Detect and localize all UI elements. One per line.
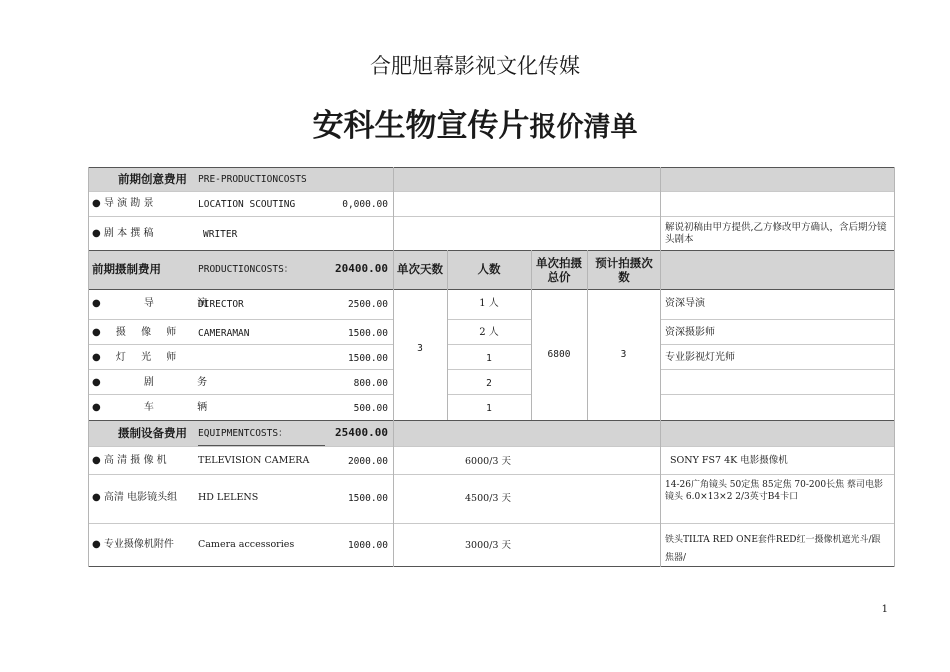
pre-row-1-cn: ● 导 演 勘 景: [92, 198, 154, 209]
production-en: PRODUCTIONCOSTS：: [198, 264, 294, 275]
equip-row-3-note: 铁头TILTA RED ONE套件RED红一摄像机遮光斗/跟焦器/: [665, 535, 881, 563]
pre-production-label: 前期创意费用: [118, 172, 187, 186]
prod-row-3-note: 专业影视灯光师: [665, 352, 735, 363]
prod-row-4-people: 2: [486, 378, 492, 389]
equipment-label: 摄制设备费用: [118, 426, 187, 440]
prod-row-5-cn: ● 车 辆: [92, 402, 208, 413]
equip-row-1-en: TELEVISION CAMERA: [198, 455, 310, 466]
pre-row-1-en: LOCATION SCOUTING: [198, 199, 296, 210]
prod-row-2-price: 1500.00: [347, 328, 388, 339]
equip-row-3-cn: ● 专业摄像机附件: [92, 539, 174, 550]
shoot-total-value: 6800: [547, 349, 571, 360]
equipment-total: 25400.00: [335, 426, 388, 439]
prod-row-5-price: 500.00: [353, 403, 388, 414]
equip-row-3-rate: 3000/3 天: [465, 540, 511, 551]
pre-row-2-en: WRITER: [203, 229, 238, 240]
pre-row-1-price: 0,000.00: [342, 199, 388, 210]
company-name: 合肥旭幕影视文化传媒: [370, 54, 580, 78]
est-times-value: 3: [620, 349, 627, 360]
equip-row-2-note: 14-26广角镜头 50定焦 85定焦 70-200长焦 蔡司电影镜头 6.0×13×2 2/3英寸B4卡口: [665, 480, 883, 502]
prod-row-2-note: 资深摄影师: [665, 327, 715, 338]
prod-row-1-en: DIRECTOR: [198, 299, 244, 310]
days-value: 3: [417, 343, 423, 354]
equip-row-1-note: SONY FS7 4K 电影摄像机: [670, 455, 788, 466]
prod-row-4-price: 800.00: [353, 378, 388, 389]
equip-row-2-cn: ● 高清 电影镜头组: [92, 492, 178, 503]
equip-row-2-price: 1500.00: [347, 493, 388, 504]
prod-row-2-cn: ● 摄 像 师: [92, 327, 177, 338]
equip-row-2-en: HD LELENS: [198, 492, 259, 503]
col-shoot-total: 单次拍摄总价: [536, 256, 582, 284]
equip-row-3-price: 1000.00: [347, 540, 388, 551]
prod-row-3-price: 1500.00: [347, 353, 388, 364]
quote-table: [88, 167, 894, 567]
prod-row-1-price: 2500.00: [347, 299, 388, 310]
pre-row-2-cn: ● 剧 本 撰 稿: [92, 228, 154, 239]
prod-row-3-cn: ● 灯 光 师: [92, 352, 177, 363]
prod-row-3-people: 1: [486, 353, 492, 364]
equip-row-1-cn: ● 高 清 摄 像 机: [92, 455, 167, 466]
prod-row-1-note: 资深导演: [665, 298, 705, 309]
prod-row-1-cn: ● 导 演: [92, 298, 208, 309]
pre-row-2-note: 解说初稿由甲方提供,乙方修改甲方确认，含后期分镜头剧本: [665, 222, 887, 245]
prod-row-5-people: 1: [486, 403, 492, 414]
equip-row-2-rate: 4500/3 天: [465, 493, 511, 504]
equip-row-1-rate: 6000/3 天: [465, 456, 511, 467]
prod-row-4-cn: ● 剧 务: [92, 377, 208, 388]
equipment-en: EQUIPMENTCOSTS：: [198, 428, 288, 439]
prod-row-2-en: CAMERAMAN: [198, 328, 250, 339]
production-label: 前期摄制费用: [92, 262, 161, 276]
prod-row-2-people: 2 人: [479, 327, 499, 338]
title-main: 安科生物宣传片: [312, 108, 530, 144]
col-est-times: 预计拍摄次数: [595, 256, 653, 284]
page-title: [0, 100, 950, 145]
col-single-days: 单次天数: [397, 262, 443, 276]
col-people: 人数: [477, 262, 501, 276]
page-number: 1: [881, 604, 888, 615]
production-total: 20400.00: [335, 262, 388, 275]
equip-row-1-price: 2000.00: [347, 456, 388, 467]
pre-production-en: PRE-PRODUCTIONCOSTS: [198, 174, 307, 185]
prod-row-1-people: 1 人: [479, 298, 499, 309]
title-suffix: 报价清单: [529, 112, 638, 143]
equip-row-3-en: Camera accessories: [198, 539, 295, 550]
